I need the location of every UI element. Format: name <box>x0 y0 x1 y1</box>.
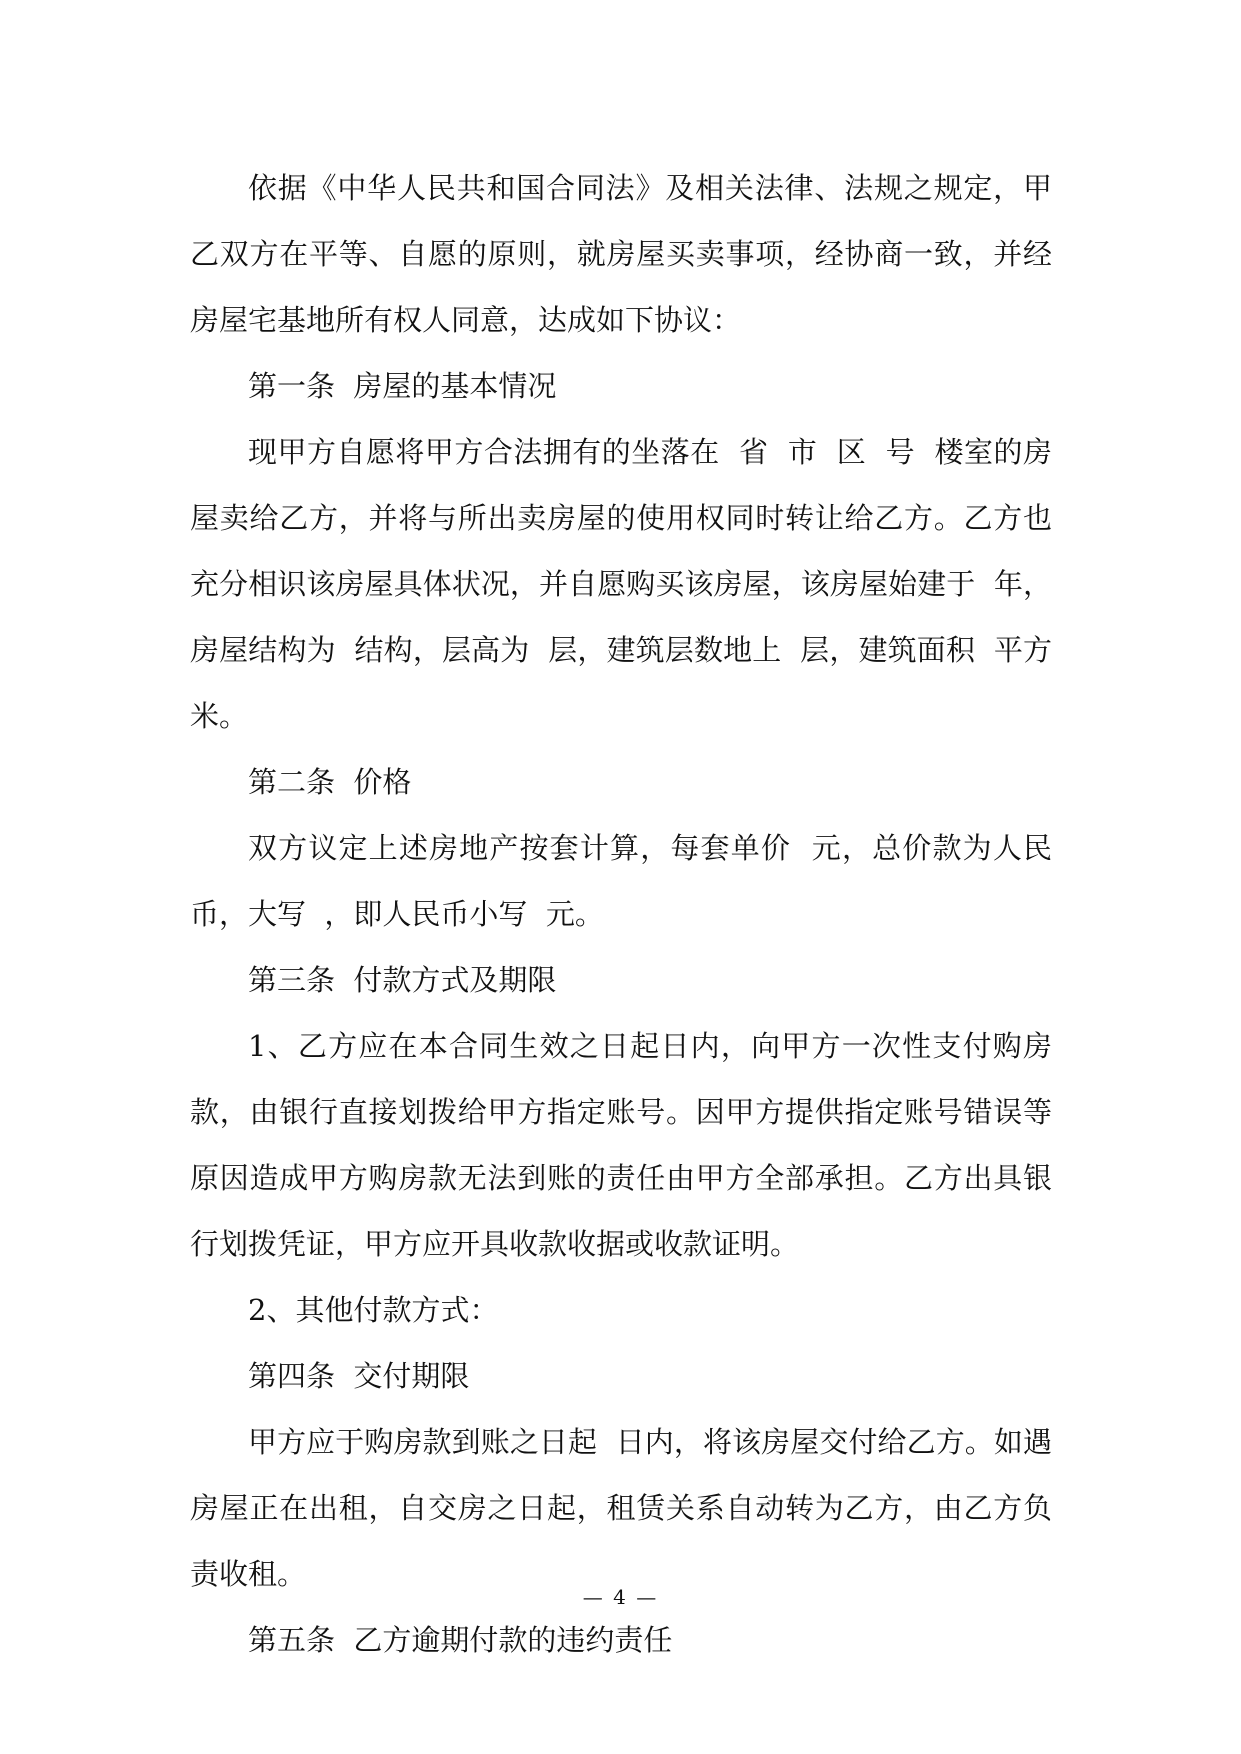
article-3-heading: 第三条 付款方式及期限 <box>248 963 557 997</box>
intro-paragraph: 依据《中华人民共和国合同法》及相关法律、法规之规定，甲乙双方在平等、自愿的原则，就房屋买卖事项，经协商一致，并经房屋宅基地所有权人同意，达成如下协议： <box>190 171 1052 337</box>
document-body <box>190 155 1052 1673</box>
article-3-item-1: 1、乙方应在本合同生效之日起日内，向甲方一次性支付购房款，由银行直接划拨给甲方指定账号。因甲方提供指定账号错误等原因造成甲方购房款无法到账的责任由甲方全部承担。乙方出具银行划拨凭证，甲方应开具收款收据或收款证明。 <box>190 1029 1052 1261</box>
article-4-paragraph: 甲方应于购房款到账之日起 日内，将该房屋交付给乙方。如遇房屋正在出租，自交房之日起，租赁关系自动转为乙方，由乙方负责收租。 <box>190 1425 1052 1591</box>
article-5-heading: 第五条 乙方逾期付款的违约责任 <box>248 1623 673 1657</box>
article-3-item-2: 2、其他付款方式： <box>248 1293 499 1327</box>
article-2-paragraph: 双方议定上述房地产按套计算，每套单价 元，总价款为人民币，大写 ，即人民币小写 元。 <box>190 831 1052 931</box>
article-1-paragraph: 现甲方自愿将甲方合法拥有的坐落在 省 市 区 号 楼室的房屋卖给乙方，并将与所出卖房屋的使用权同时转让给乙方。乙方也充分相识该房屋具体状况，并自愿购买该房屋，该房屋始建于 年，房屋结构为 结构，层高为 层，建筑层数地上 层，建筑面积 平方米。 <box>190 435 1052 733</box>
page-number: — 4 — <box>582 1585 659 1609</box>
article-4-heading: 第四条 交付期限 <box>248 1359 470 1393</box>
article-2-heading: 第二条 价格 <box>248 765 412 799</box>
article-1-heading: 第一条 房屋的基本情况 <box>248 369 557 403</box>
